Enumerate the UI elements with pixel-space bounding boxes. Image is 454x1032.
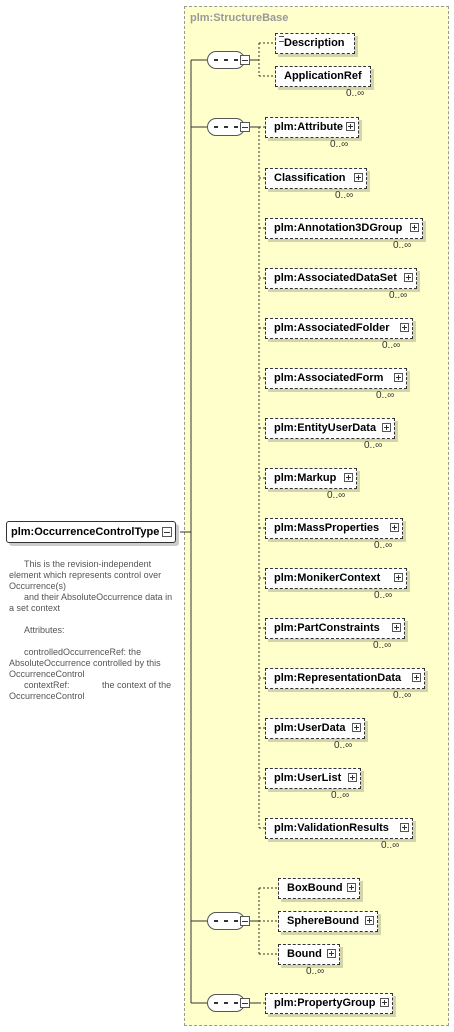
sequence-dot-icon xyxy=(224,1002,228,1004)
cardinality-label: 0..∞ xyxy=(334,740,353,751)
schema-element[interactable] xyxy=(265,993,393,1014)
cardinality-label: 0..∞ xyxy=(393,240,412,251)
expand-icon[interactable] xyxy=(347,883,356,892)
schema-element-label: plm:Attribute xyxy=(274,121,344,133)
expand-icon[interactable] xyxy=(348,773,357,782)
schema-element[interactable] xyxy=(265,168,367,189)
sequence-dot-icon xyxy=(234,1002,238,1004)
schema-element[interactable] xyxy=(275,33,355,54)
expand-icon[interactable] xyxy=(390,523,399,532)
cardinality-label: 0..∞ xyxy=(382,340,401,351)
expand-icon[interactable] xyxy=(352,723,361,732)
schema-element[interactable] xyxy=(265,268,417,289)
schema-element[interactable] xyxy=(265,618,405,639)
schema-element[interactable] xyxy=(278,944,340,965)
schema-element-label: SphereBound xyxy=(287,915,360,927)
sequence-dot-icon xyxy=(214,1002,218,1004)
cardinality-label: 0..∞ xyxy=(374,540,393,551)
schema-element-label: plm:PartConstraints xyxy=(274,622,380,634)
cardinality-label: 0..∞ xyxy=(346,88,365,99)
expand-icon[interactable] xyxy=(354,173,363,182)
cardinality-label: 0..∞ xyxy=(381,840,400,851)
sequence-dot-icon xyxy=(224,126,228,128)
cardinality-label: 0..∞ xyxy=(389,290,408,301)
schema-element-label: Description xyxy=(284,37,345,49)
schema-element[interactable] xyxy=(265,768,361,789)
sequence-dot-icon xyxy=(234,126,238,128)
expand-icon[interactable] xyxy=(392,623,401,632)
expand-icon[interactable] xyxy=(346,122,355,131)
schema-element[interactable] xyxy=(265,318,413,339)
schema-element-label: plm:AssociatedFolder xyxy=(274,322,390,334)
schema-element-label: ApplicationRef xyxy=(284,70,362,82)
schema-element-label: plm:ValidationResults xyxy=(274,822,389,834)
schema-element-label: plm:EntityUserData xyxy=(274,422,377,434)
schema-element[interactable] xyxy=(265,818,413,839)
schema-element[interactable] xyxy=(265,468,357,489)
expand-icon[interactable] xyxy=(344,473,353,482)
schema-element-label: plm:UserData xyxy=(274,722,346,734)
expand-icon[interactable] xyxy=(365,916,374,925)
schema-element-label: plm:MassProperties xyxy=(274,522,380,534)
schema-element-label: plm:Annotation3DGroup xyxy=(274,222,403,234)
collapse-icon[interactable] xyxy=(240,122,250,132)
expand-icon[interactable] xyxy=(410,223,419,232)
cardinality-label: 0..∞ xyxy=(330,139,349,150)
cardinality-label: 0..∞ xyxy=(335,190,354,201)
expand-icon[interactable] xyxy=(404,273,413,282)
cardinality-label: 0..∞ xyxy=(393,690,412,701)
sequence-dot-icon xyxy=(234,920,238,922)
collapse-icon[interactable] xyxy=(240,998,250,1008)
schema-element[interactable] xyxy=(265,368,407,389)
schema-element[interactable] xyxy=(265,518,403,539)
container-title: plm:StructureBase xyxy=(190,12,289,24)
collapse-icon[interactable] xyxy=(240,55,250,65)
sequence-dot-icon xyxy=(224,59,228,61)
schema-element-label: plm:Markup xyxy=(274,472,337,484)
cardinality-label: 0..∞ xyxy=(373,640,392,651)
expand-icon[interactable] xyxy=(380,998,389,1007)
expand-icon[interactable] xyxy=(394,373,403,382)
cardinality-label: 0..∞ xyxy=(306,966,325,977)
cardinality-label: 0..∞ xyxy=(364,440,383,451)
schema-element[interactable] xyxy=(278,911,378,932)
schema-element-label: BoxBound xyxy=(287,882,343,894)
expand-icon[interactable] xyxy=(382,423,391,432)
sequence-dot-icon xyxy=(224,920,228,922)
sequence-dot-icon xyxy=(214,126,218,128)
cardinality-label: 0..∞ xyxy=(327,490,346,501)
expand-icon[interactable] xyxy=(400,323,409,332)
schema-element-label: plm:AssociatedForm xyxy=(274,372,384,384)
schema-element[interactable] xyxy=(275,66,371,87)
schema-element[interactable] xyxy=(265,218,423,239)
schema-element-label: Classification xyxy=(274,172,346,184)
expand-icon[interactable] xyxy=(327,949,336,958)
schema-element-label: plm:RepresentationData xyxy=(274,672,402,684)
cardinality-label: 0..∞ xyxy=(331,790,350,801)
schema-element[interactable] xyxy=(265,117,359,138)
schema-element-label: plm:PropertyGroup xyxy=(274,997,376,1009)
cardinality-label: 0..∞ xyxy=(374,590,393,601)
cardinality-label: 0..∞ xyxy=(376,390,395,401)
expand-icon[interactable] xyxy=(400,823,409,832)
annotation-icon xyxy=(279,36,284,42)
schema-element-label: Bound xyxy=(287,948,322,960)
schema-element[interactable] xyxy=(265,718,365,739)
sequence-dot-icon xyxy=(214,920,218,922)
schema-element[interactable] xyxy=(265,568,407,589)
schema-element-label: plm:AssociatedDataSet xyxy=(274,272,397,284)
collapse-icon[interactable] xyxy=(240,916,250,926)
root-element-box[interactable] xyxy=(6,521,176,543)
expand-icon[interactable] xyxy=(412,673,421,682)
schema-element-label: plm:MonikerContext xyxy=(274,572,381,584)
sequence-dot-icon xyxy=(214,59,218,61)
schema-element-label: plm:UserList xyxy=(274,772,342,784)
collapse-icon[interactable] xyxy=(162,527,172,537)
expand-icon[interactable] xyxy=(394,573,403,582)
sequence-dot-icon xyxy=(234,59,238,61)
root-element-label: plm:OccurrenceControlType xyxy=(11,526,160,538)
schema-element[interactable] xyxy=(278,878,360,899)
schema-element[interactable] xyxy=(265,668,425,689)
documentation-text: This is the revision-independent element which represents control over Occurrence(s) and their AbsoluteOccurrence data in a set context Attributes: controlledOccurrenceRef: the AbsoluteOccurrence controlled by this OccurrenceControl contextRef: the context of the OccurrenceControl xyxy=(9,559,173,701)
schema-element[interactable] xyxy=(265,418,395,439)
